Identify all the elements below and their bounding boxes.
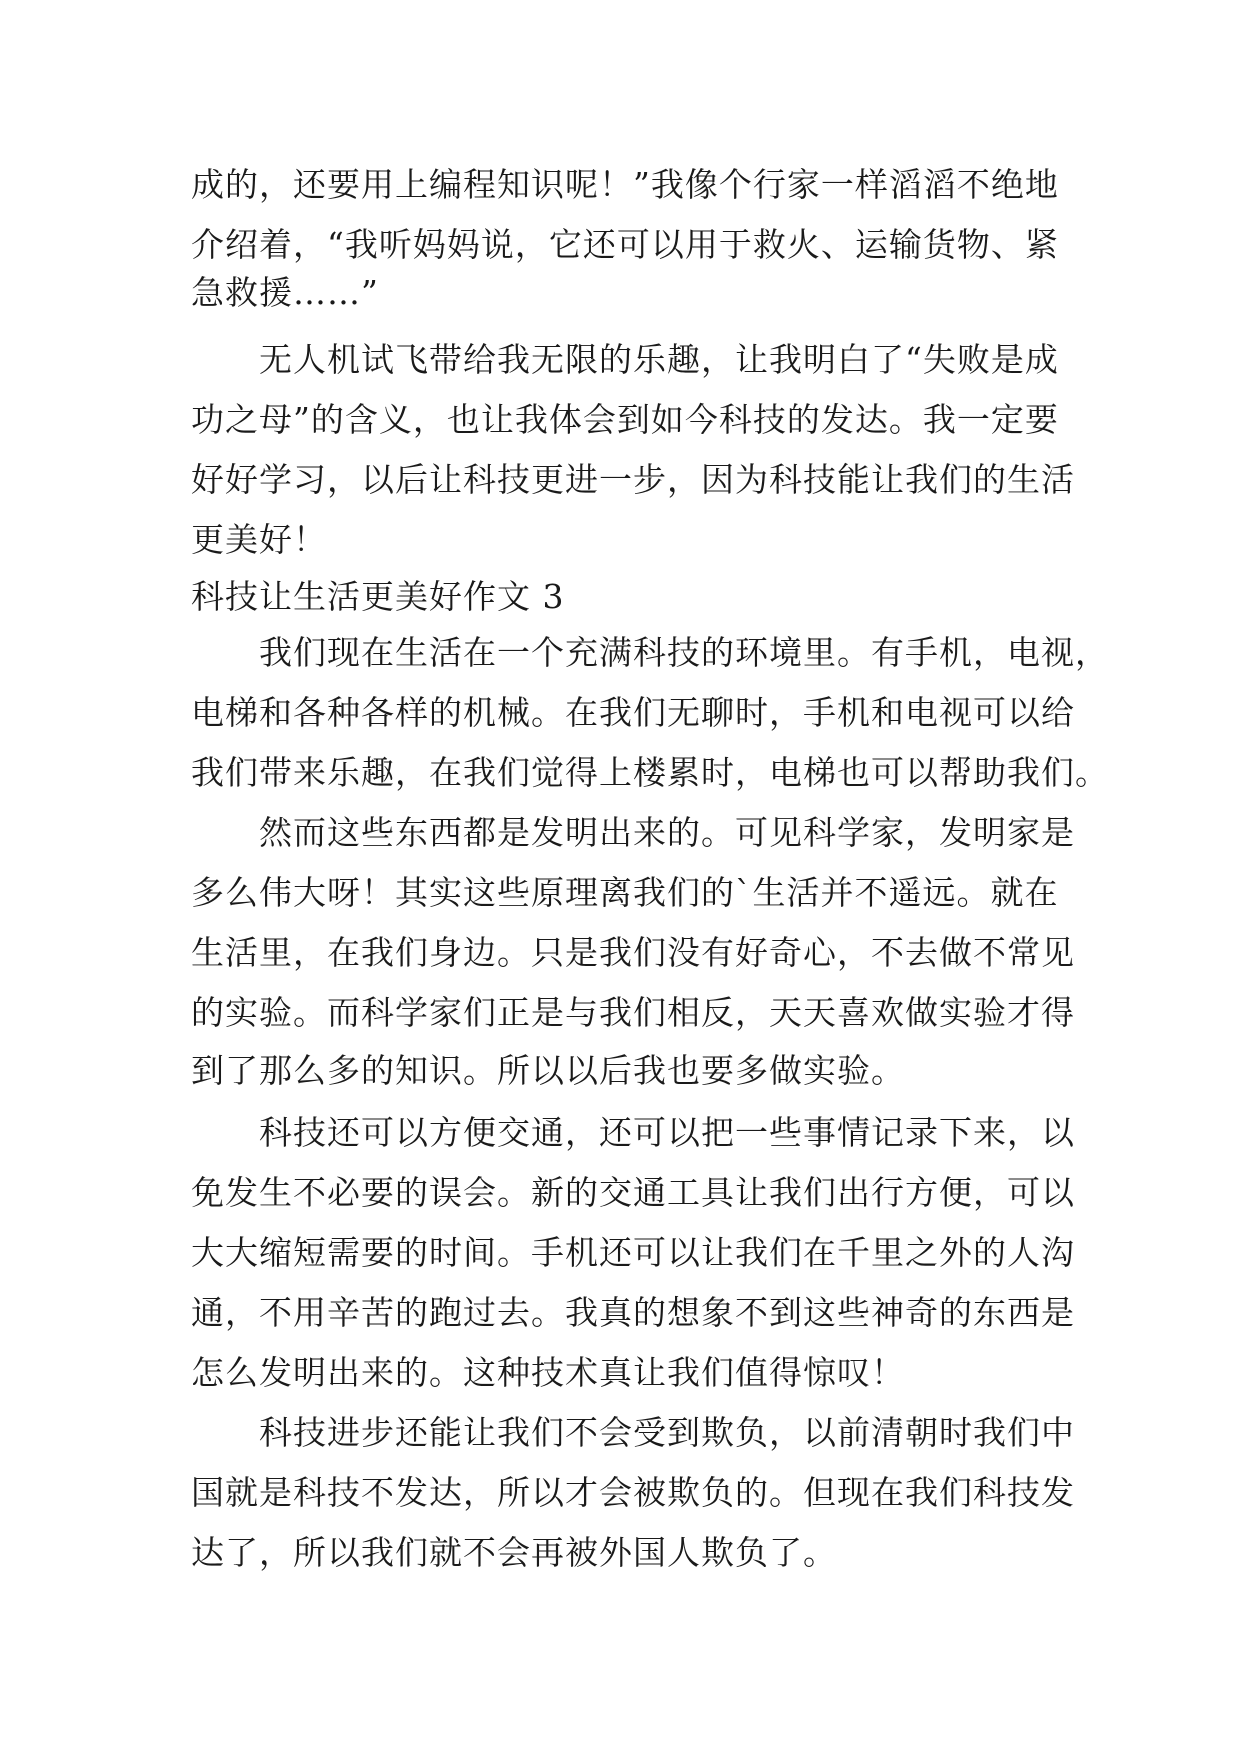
paragraph-line: 达了，所以我们就不会再被外国人欺负了。 [191,1533,837,1572]
section-title: 科技让生活更美好作文 3 [191,577,565,616]
paragraph-line: 功之母”的含义，也让我体会到如今科技的发达。我一定要 [191,400,1059,439]
paragraph-line: 好好学习，以后让科技更进一步，因为科技能让我们的生活 [191,460,1075,499]
paragraph-line: 成的，还要用上编程知识呢！”我像个行家一样滔滔不绝地 [191,165,1059,204]
paragraph-line: 通，不用辛苦的跑过去。我真的想象不到这些神奇的东西是 [191,1293,1075,1332]
paragraph-line: 急救援……” [191,273,379,312]
paragraph-line: 我们现在生活在一个充满科技的环境里。有手机，电视， [191,633,1109,672]
paragraph-line: 科技还可以方便交通，还可以把一些事情记录下来，以 [191,1113,1075,1152]
paragraph-line: 国就是科技不发达，所以才会被欺负的。但现在我们科技发 [191,1473,1075,1512]
paragraph-line: 无人机试飞带给我无限的乐趣，让我明白了“失败是成 [191,340,1059,379]
paragraph-line: 的实验。而科学家们正是与我们相反，天天喜欢做实验才得 [191,993,1075,1032]
paragraph-line: 生活里，在我们身边。只是我们没有好奇心，不去做不常见 [191,933,1075,972]
paragraph-line: 我们带来乐趣，在我们觉得上楼累时，电梯也可以帮助我们。 [191,753,1109,792]
paragraph-line: 怎么发明出来的。这种技术真让我们值得惊叹！ [191,1353,905,1392]
paragraph-line: 电梯和各种各样的机械。在我们无聊时，手机和电视可以给 [191,693,1075,732]
paragraph-line: 更美好！ [191,520,327,559]
paragraph-line: 科技进步还能让我们不会受到欺负，以前清朝时我们中 [191,1413,1075,1452]
paragraph-line: 多么伟大呀！其实这些原理离我们的`生活并不遥远。就在 [191,873,1059,912]
paragraph-line: 到了那么多的知识。所以以后我也要多做实验。 [191,1051,905,1090]
paragraph-line: 免发生不必要的误会。新的交通工具让我们出行方便，可以 [191,1173,1075,1212]
paragraph-line: 然而这些东西都是发明出来的。可见科学家，发明家是 [191,813,1075,852]
paragraph-line: 介绍着，“我听妈妈说，它还可以用于救火、运输货物、紧 [191,225,1059,264]
paragraph-line: 大大缩短需要的时间。手机还可以让我们在千里之外的人沟 [191,1233,1075,1272]
